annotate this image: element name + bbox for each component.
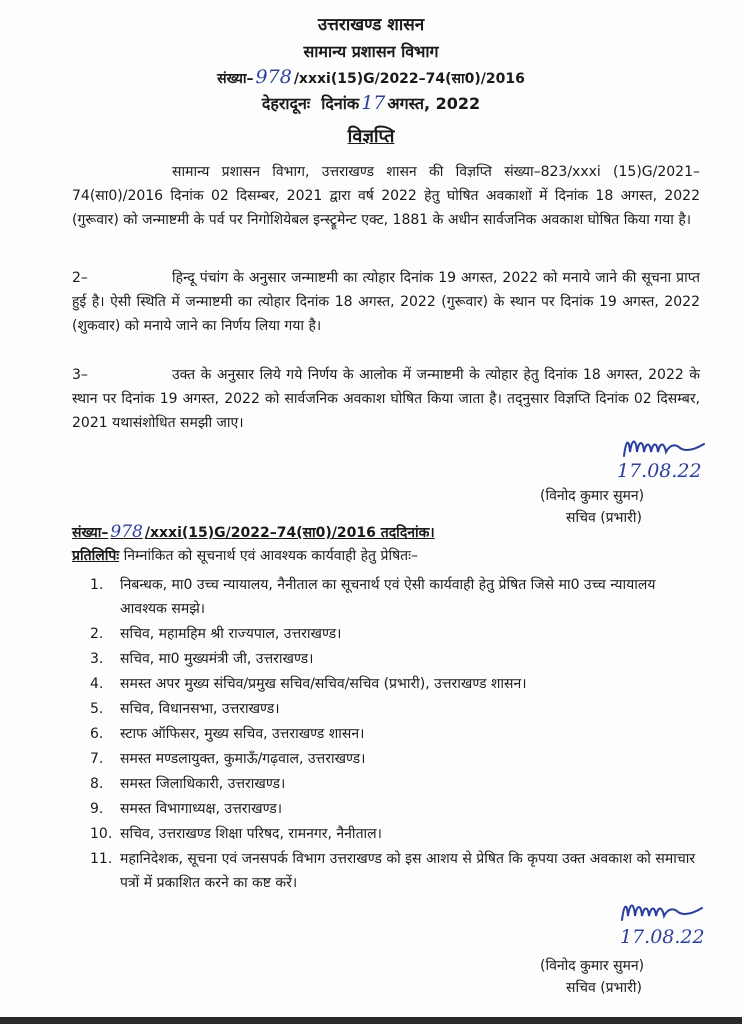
list-item: 2. सचिव, महामहिम श्री राज्यपाल, उत्तराखण्ड। xyxy=(90,626,342,642)
signature-2-date: 17.08.22 xyxy=(620,926,705,948)
paragraph-1: सामान्य प्रशासन विभाग, उत्तराखण्ड शासन की विज्ञप्ति संख्या–823/xxxi (15)G/2021–74(सा0)/2016 दिनांक 02 दिसम्बर, 2021 द्वारा वर्ष 2022 हेतु घोषित अवकाशों में दिनांक 18 अगस्त, 2022 (गुरूवार) को जन्माष्टमी के पर्व पर निगोशियेबल इन्स्ट्रूमेन्ट एक्ट, 1881 के अधीन सार्वजनिक अवकाश घोषित किया गया है। xyxy=(72,164,700,228)
paragraph-3-number: 3– xyxy=(72,367,88,383)
list-item: 3. सचिव, मा0 मुख्यमंत्री जी, उत्तराखण्ड। xyxy=(90,651,314,667)
handwritten-signature-2 xyxy=(618,896,708,930)
scan-bottom-edge xyxy=(0,1017,742,1024)
reference-prefix: संख्या– xyxy=(217,71,254,87)
copy-reference-handwritten-number: 978 xyxy=(110,522,143,542)
list-item: 9. समस्त विभागाध्यक्ष, उत्तराखण्ड। xyxy=(90,801,283,817)
government-heading: उत्तराखण्ड शासन xyxy=(317,15,425,35)
place-date-line xyxy=(0,92,742,114)
copy-reference-number xyxy=(72,522,435,542)
department-heading: सामान्य प्रशासन विभाग xyxy=(303,42,439,61)
signature-2-designation: सचिव (प्रभारी) xyxy=(566,980,642,996)
paragraph-2 xyxy=(72,266,700,338)
list-item: 11. महानिदेशक, सूचना एवं जनसपर्क विभाग उत्तराखण्ड को इस आशय से प्रेषित कि कृपया उक्त अवकाश को समाचार पत्रों में प्रकाशित करने का कष्ट करें। xyxy=(90,851,696,891)
list-item: 5. सचिव, विधानसभा, उत्तराखण्ड। xyxy=(90,701,280,717)
reference-number xyxy=(0,66,742,88)
paragraph-2-text: हिन्दू पंचांग के अनुसार जन्माष्टमी का त्योहार दिनांक 19 अगस्त, 2022 को मनाये जाने की सूचना प्राप्त हुई है। ऐसी स्थिति में जन्माष्टमी का त्योहार दिनांक 18 अगस्त, 2022 (गुरूवार) के स्थान पर दिनांक 19 अगस्त, 2022 (शुकवार) को मनाये जाने का निर्णय लिया गया है। xyxy=(72,270,700,334)
copy-heading-text: निम्नांकित को सूचनार्थ एवं आवश्यक कार्यवाही हेतु प्रेषितः– xyxy=(123,548,418,564)
paragraph-3 xyxy=(72,363,700,435)
list-item: 8. समस्त जिलाधिकारी, उत्तराखण्ड। xyxy=(90,776,286,792)
recipient-list xyxy=(90,573,700,896)
list-item: 6. स्टाफ ऑफिसर, मुख्य सचिव, उत्तराखण्ड शासन। xyxy=(90,726,365,742)
date-suffix: अगस्त, 2022 xyxy=(387,94,481,113)
notice-title: विज्ञप्ति xyxy=(347,126,395,147)
signature-1-date: 17.08.22 xyxy=(617,460,702,482)
place: देहरादूनः xyxy=(261,94,311,113)
list-item: 4. समस्त अपर मुख्य संचिव/प्रमुख सचिव/सचिव/सचिव (प्रभारी), उत्तराखण्ड शासन। xyxy=(90,676,527,692)
list-item: 10. सचिव, उत्तराखण्ड शिक्षा परिषद, रामनगर, नैनीताल। xyxy=(90,826,382,842)
reference-handwritten-number: 978 xyxy=(255,66,292,88)
date-prefix: दिनांक xyxy=(321,94,360,113)
signature-block-1 xyxy=(540,430,720,530)
notice-title-wrap xyxy=(0,124,742,148)
paragraph-2-number: 2– xyxy=(72,270,88,286)
signature-2-name: (विनोद कुमार सुमन) xyxy=(540,958,645,974)
copy-reference-suffix: /xxxi(15)G/2022–74(सा0)/2016 तददिनांक। xyxy=(144,525,435,541)
list-item: 1. निबन्धक, मा0 उच्च न्यायालय, नैनीताल का सूचनार्थ एवं ऐसी कार्यवाही हेतु प्रेषित जिसे मा0 उच्च न्यायालय आवश्यक समझे। xyxy=(90,577,656,617)
signature-1-name: (विनोद कुमार सुमन) xyxy=(540,488,645,504)
signature-block-2 xyxy=(540,896,730,1006)
paragraph-3-text: उक्त के अनुसार लिये गये निर्णय के आलोक में जन्माष्टमी के त्योहार हेतु दिनांक 18 अगस्त, 2022 के स्थान पर दिनांक 19 अगस्त, 2022 को सार्वजनिक अवकाश घोषित किया जाता है। तद्नुसार विज्ञप्ति दिनांक 02 दिसम्बर, 2021 यथासंशोधित समझी जाए। xyxy=(72,367,700,431)
copy-reference-prefix: संख्या– xyxy=(72,525,109,541)
reference-suffix: /xxxi(15)G/2022–74(सा0)/2016 xyxy=(293,71,525,87)
signature-1-designation: सचिव (प्रभारी) xyxy=(566,510,642,526)
list-item: 7. समस्त मण्डलायुक्त, कुमाऊँ/गढ़वाल, उत्तराखण्ड। xyxy=(90,751,366,767)
copy-heading-label: प्रतिलिपिः xyxy=(72,548,120,564)
date-handwritten-day: 17 xyxy=(361,92,386,114)
copy-heading xyxy=(72,546,418,565)
